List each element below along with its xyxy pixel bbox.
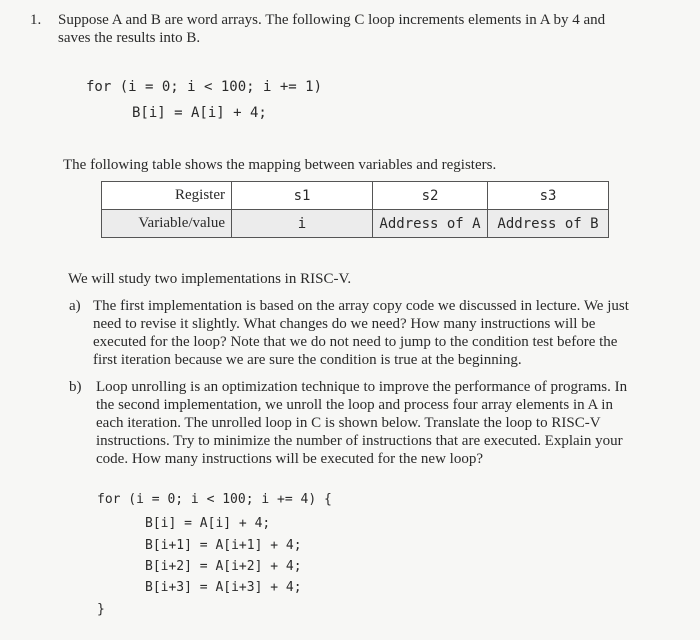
- header-s1: s1: [232, 182, 373, 210]
- row-variable-value: Variable/value: [102, 210, 232, 238]
- question-number: 1.: [30, 12, 42, 28]
- part-b-line4: instructions. Try to minimize the number of instructions that are executed. Explain your: [96, 433, 623, 449]
- question-intro-line1: Suppose A and B are word arrays. The following C loop increments elements in A by 4 and: [58, 12, 606, 28]
- code1-line1: for (i = 0; i < 100; i += 1): [86, 79, 323, 95]
- code2-line6: }: [97, 602, 105, 617]
- code1-line2: B[i] = A[i] + 4;: [132, 105, 267, 121]
- question-intro-line2: saves the results into B.: [58, 30, 201, 46]
- part-b-label: b): [69, 379, 82, 395]
- row-address-a: Address of A: [373, 210, 488, 238]
- table-header-row: [102, 182, 609, 210]
- part-a-label: a): [69, 298, 81, 314]
- code2-line4: B[i+2] = A[i+2] + 4;: [145, 559, 302, 574]
- row-address-b: Address of B: [488, 210, 609, 238]
- header-s2: s2: [373, 182, 488, 210]
- part-a-line1: The first implementation is based on the array copy code we discussed in lecture. We just: [93, 298, 629, 314]
- table-intro: The following table shows the mapping between variables and registers.: [63, 157, 497, 173]
- register-mapping-table: [101, 181, 609, 238]
- table-value-row: [102, 210, 609, 238]
- header-register: Register: [102, 182, 232, 210]
- header-s3: s3: [488, 182, 609, 210]
- code2-line1: for (i = 0; i < 100; i += 4) {: [97, 492, 332, 507]
- row-i: i: [232, 210, 373, 238]
- part-a-line2: need to revise it slightly. What changes do we need? How many instructions will be: [93, 316, 596, 332]
- part-a-line3: executed for the loop? Note that we do not need to jump to the condition test before the: [93, 334, 618, 350]
- part-a-line4: first iteration because we are sure the condition is true at the beginning.: [93, 352, 522, 368]
- code2-line2: B[i] = A[i] + 4;: [145, 516, 271, 531]
- study-statement: We will study two implementations in RISC-V.: [68, 271, 352, 287]
- code2-line3: B[i+1] = A[i+1] + 4;: [145, 538, 302, 553]
- code2-line5: B[i+3] = A[i+3] + 4;: [145, 580, 302, 595]
- part-b-line2: the second implementation, we unroll the loop and process four array elements in A in: [96, 397, 613, 413]
- part-b-line1: Loop unrolling is an optimization technique to improve the performance of programs. In: [96, 379, 628, 395]
- part-b-line3: each iteration. The unrolled loop in C is shown below. Translate the loop to RISC-V: [96, 415, 601, 431]
- part-b-line5: code. How many instructions will be executed for the new loop?: [96, 451, 483, 467]
